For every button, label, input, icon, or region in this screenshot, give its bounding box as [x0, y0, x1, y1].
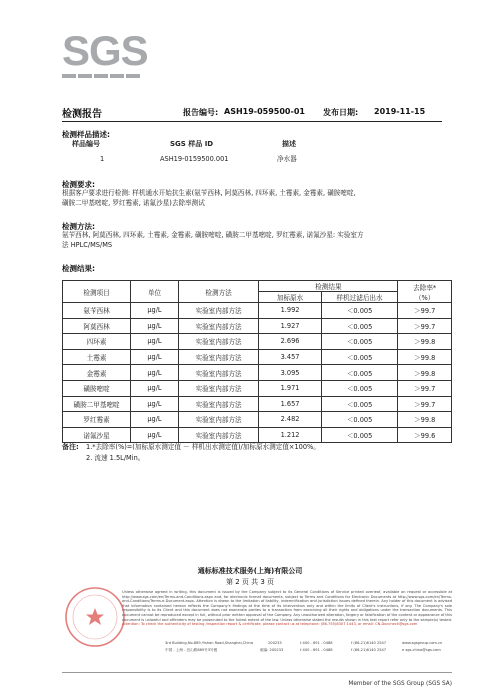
- addr2-tel: t 400 - 691 - 0488: [300, 648, 333, 652]
- cell-rate: ＞99.8: [398, 334, 452, 350]
- cell-unit: μg/L: [131, 303, 179, 319]
- fine-print-text: Unless otherwise agreed in writing, this document is issued by the Company subject to its General Conditions of Service printed overleaf, available on request or accessible at http://www.sgs.com/en/Terms-and-Conditions.aspx and, for electronic format documents, subject to Terms and Conditions for Electronic Documents at http://www.sgs.com/en/Terms-and-Conditions/Terms-e-Document.aspx. Attention is drawn to the limitation of liability, indemnification and jurisdiction issues defined therein. Any holder of this document is advised that information contained hereon reflects the Company's findings at the time of its intervention only and within the limits of Client's instructions, if any. The Company's sole responsibility is to its Client and this document does not exonerate parties to a transaction from exercising all their rights and obligations under the transaction documents. This document cannot be reproduced except in full, without prior written approval of the Company. Any unauthorized alteration, forgery or falsification of the content or appearance of this document is unlawful and offenders may be prosecuted to the fullest extent of the law. Unless otherwise stated the results shown in this test report refer only to the sample(s) tested.: [122, 590, 452, 622]
- method-line2: 法 HPLC/MS/MS: [62, 241, 113, 249]
- cell-rate: ＞99.8: [398, 365, 452, 381]
- cell-filtered: ＜0.005: [321, 334, 398, 350]
- method-line1: 氨苄西林, 阿莫西林, 四环素, 土霉素, 金霉素, 磺胺嘧啶, 磺胺二甲基嘧啶, 罗红霉素, 诺氟沙星: 实验室方: [62, 231, 364, 239]
- cell-item: 四环素: [63, 334, 131, 350]
- report-no: ASH19-059500-01: [224, 107, 305, 116]
- sgs-logo: [62, 27, 148, 80]
- cell-item: 金霉素: [63, 365, 131, 381]
- cell-method: 实验室内部方法: [178, 303, 259, 319]
- cell-item: 氨苄西林: [63, 303, 131, 319]
- sample-col-no: 样品编号: [72, 140, 100, 148]
- th-unit: 单位: [131, 281, 179, 303]
- cell-item: 土霉素: [63, 349, 131, 365]
- cell-unit: μg/L: [131, 380, 179, 396]
- cell-raw: 3.457: [259, 349, 321, 365]
- th-rate-line2: （%）: [414, 293, 435, 302]
- cell-unit: μg/L: [131, 412, 179, 428]
- th-filtered: 样机过滤后出水: [321, 292, 398, 303]
- cell-raw: 1.212: [259, 427, 321, 443]
- cell-method: 实验室内部方法: [178, 380, 259, 396]
- method-section-title: 检测方法:: [62, 222, 95, 231]
- addr1-fax: f (86-21)6140 2547: [351, 641, 387, 645]
- cell-method: 实验室内部方法: [178, 412, 259, 428]
- report-no-label: 报告编号:: [183, 108, 219, 117]
- table-row: [63, 412, 452, 428]
- sample-no: 1: [100, 155, 105, 163]
- table-row: [63, 334, 452, 350]
- cell-filtered: ＜0.005: [321, 396, 398, 412]
- cell-unit: μg/L: [131, 318, 179, 334]
- cell-rate: ＞99.7: [398, 318, 452, 334]
- cell-filtered: ＜0.005: [321, 427, 398, 443]
- th-raw: 加标原水: [259, 292, 321, 303]
- footer-fine-print: [122, 590, 452, 627]
- sample-section-title: 检测样品描述:: [62, 130, 110, 139]
- addr2-zip: 邮编: 200233: [260, 648, 284, 652]
- table-row: [63, 303, 452, 319]
- requirement-line2: 磺胺二甲基嘧啶, 罗红霉素, 诺氟沙星)去除率测试: [62, 199, 205, 207]
- footer-member: Member of the SGS Group (SGS SA): [348, 681, 452, 687]
- sgs-logo-bars: [62, 74, 142, 78]
- cell-raw: 1.927: [259, 318, 321, 334]
- report-title: 检测报告: [62, 109, 102, 120]
- cell-unit: μg/L: [131, 427, 179, 443]
- company-seal: [64, 586, 126, 648]
- cell-item: 罗红霉素: [63, 412, 131, 428]
- note-1: 1.*去除率(%)=(加标原水测定值 － 样机出水测定值)/加标原水测定值×100%。: [86, 443, 320, 451]
- addr1-tel: t 400 - 691 - 0488: [300, 641, 333, 645]
- cell-rate: ＞99.6: [398, 427, 452, 443]
- cell-filtered: ＜0.005: [321, 412, 398, 428]
- cell-method: 实验室内部方法: [178, 427, 259, 443]
- cell-method: 实验室内部方法: [178, 318, 259, 334]
- cell-unit: μg/L: [131, 365, 179, 381]
- cell-raw: 1.992: [259, 303, 321, 319]
- addr1-web: www.sgsgroup.com.cn: [402, 641, 443, 645]
- cell-item: 磺胺嘧啶: [63, 380, 131, 396]
- cell-filtered: ＜0.005: [321, 349, 398, 365]
- cell-item: 阿莫西林: [63, 318, 131, 334]
- cell-item: 磺胺二甲基嘧啶: [63, 396, 131, 412]
- cell-method: 实验室内部方法: [178, 334, 259, 350]
- th-method: 检测方法: [178, 281, 259, 303]
- sample-col-desc: 描述: [282, 140, 296, 148]
- sgs-logo-text: SGS: [62, 27, 148, 74]
- table-row: [63, 365, 452, 381]
- cell-raw: 1.971: [259, 380, 321, 396]
- addr2-fax: f (86-21)6140 2547: [351, 648, 387, 652]
- notes-label: 备注:: [62, 443, 79, 451]
- cell-rate: ＞99.7: [398, 380, 452, 396]
- th-item: 检测项目: [63, 281, 131, 303]
- requirement-section-title: 检测要求:: [62, 180, 95, 189]
- cell-method: 实验室内部方法: [178, 365, 259, 381]
- cell-filtered: ＜0.005: [321, 380, 398, 396]
- table-row: [63, 380, 452, 396]
- addr2-email: e sgs.china@sgs.com: [402, 648, 441, 652]
- cell-rate: ＞99.8: [398, 349, 452, 365]
- cell-method: 实验室内部方法: [178, 349, 259, 365]
- sample-id: ASH19-0159500.001: [160, 155, 229, 163]
- cell-filtered: ＜0.005: [321, 365, 398, 381]
- cell-item: 诺氟沙星: [63, 427, 131, 443]
- cell-rate: ＞99.7: [398, 303, 452, 319]
- cell-rate: ＞99.7: [398, 396, 452, 412]
- table-row: [63, 396, 452, 412]
- cell-raw: 3.095: [259, 365, 321, 381]
- cell-unit: μg/L: [131, 396, 179, 412]
- cell-filtered: ＜0.005: [321, 318, 398, 334]
- report-date: 2019-11-15: [374, 107, 426, 116]
- cell-raw: 2.696: [259, 334, 321, 350]
- addr1-zip: 200233: [268, 641, 282, 645]
- sample-desc: 净水器: [277, 155, 297, 163]
- results-section-title: 检测结果:: [62, 264, 95, 273]
- th-rate-line1: 去除率*: [413, 283, 437, 292]
- table-row: [63, 427, 452, 443]
- cell-filtered: ＜0.005: [321, 303, 398, 319]
- date-label: 发布日期:: [323, 108, 359, 117]
- sample-col-id: SGS 样品 ID: [170, 140, 214, 148]
- footer-page: 第 2 页 共 3 页: [225, 578, 275, 586]
- cell-raw: 1.657: [259, 396, 321, 412]
- results-table: [62, 280, 452, 443]
- cell-method: 实验室内部方法: [178, 396, 259, 412]
- addr2-cn: 中国 - 上海 - 宜山路889号3号楼: [165, 648, 218, 652]
- cell-unit: μg/L: [131, 334, 179, 350]
- requirement-line1: 根据客户要求进行检测: 样机通水开始抗生素(氨苄西林, 阿莫西林, 四环素, 土霉素, 金霉素, 磺胺嘧啶,: [62, 189, 356, 197]
- addr1-en: 3rd Building,No.889,Yishan Road,Shanghai,China: [165, 641, 254, 645]
- note-2: 2. 流速 1.5L/Min。: [86, 454, 145, 462]
- cell-raw: 2.482: [259, 412, 321, 428]
- cell-rate: ＞99.8: [398, 412, 452, 428]
- header-rule: [62, 121, 442, 122]
- footer-company: 通标标准技术服务(上海)有限公司: [197, 567, 303, 575]
- footer-rule: [62, 672, 452, 673]
- fine-print-attention: Attention: To check the authenticity of testing /inspection report & certificate, please contact us at telephone: (86-755)8307 1443, or email: CN.Doccheck@sgs.com: [122, 622, 418, 627]
- th-result-group: 检测结果: [259, 281, 398, 292]
- table-row: [63, 349, 452, 365]
- th-rate: [398, 281, 452, 303]
- cell-unit: μg/L: [131, 349, 179, 365]
- table-row: [63, 318, 452, 334]
